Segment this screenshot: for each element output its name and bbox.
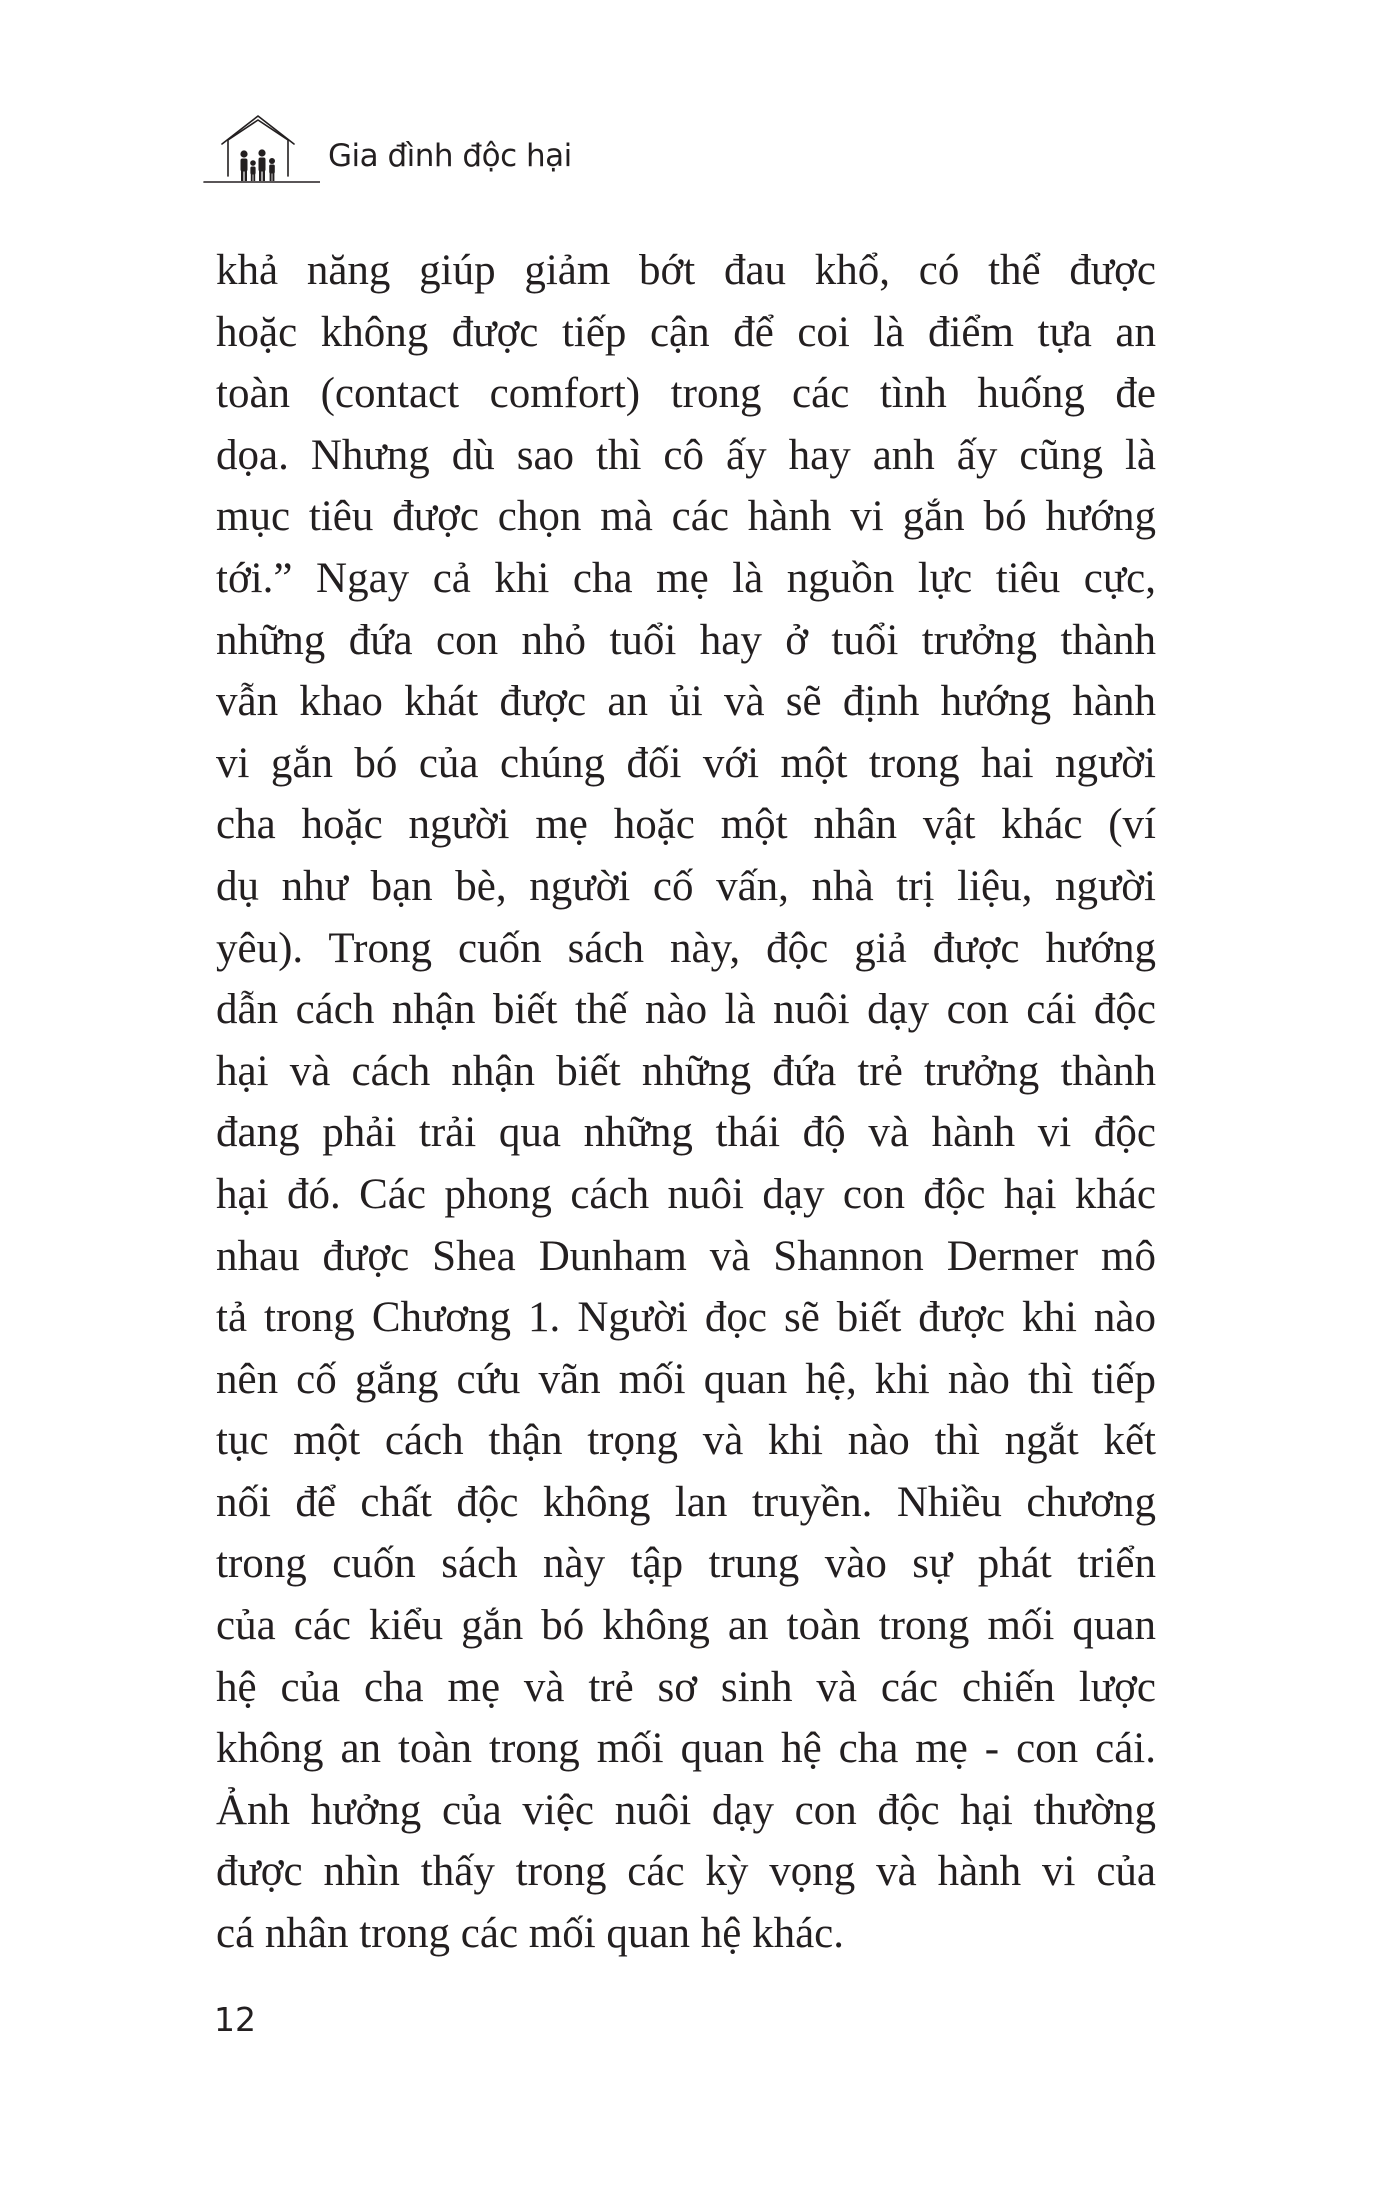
text-line: hoặc không được tiếp cận để coi là điểm tựa an <box>216 308 1156 356</box>
text-line: vẫn khao khát được an ủi và sẽ định hướng hành <box>216 678 1156 726</box>
text-line: được nhìn thấy trong các kỳ vọng và hành vi của <box>216 1848 1156 1896</box>
text-line: khả năng giúp giảm bớt đau khổ, có thể được <box>216 247 1156 294</box>
text-line: của các kiểu gắn bó không an toàn trong mối quan <box>216 1602 1156 1650</box>
text-line: tả trong Chương 1. Người đọc sẽ biết được khi nào <box>216 1294 1156 1342</box>
text-line: hệ của cha mẹ và trẻ sơ sinh và các chiến lược <box>216 1663 1156 1711</box>
text-line: toàn (contact comfort) trong các tình huống đe <box>216 370 1156 418</box>
text-line: Ảnh hưởng của việc nuôi dạy con độc hại thường <box>216 1786 1156 1834</box>
book-title: Gia đình độc hại <box>328 138 572 174</box>
house-family-icon <box>200 110 320 190</box>
text-line: tục một cách thận trọng và khi nào thì ngắt kết <box>216 1417 1156 1465</box>
page-number: 12 <box>214 2000 256 2039</box>
text-line: cha hoặc người mẹ hoặc một nhân vật khác (ví <box>216 801 1156 849</box>
text-line: nhau được Shea Dunham và Shannon Dermer mô <box>216 1232 1156 1280</box>
text-line: dụ như bạn bè, người cố vấn, nhà trị liệu, người <box>216 862 1156 910</box>
text-line: vi gắn bó của chúng đối với một trong hai người <box>216 739 1156 787</box>
text-line: tới.” Ngay cả khi cha mẹ là nguồn lực tiêu cực, <box>216 554 1156 602</box>
text-line: dọa. Nhưng dù sao thì cô ấy hay anh ấy cũng là <box>216 431 1156 479</box>
text-line: hại đó. Các phong cách nuôi dạy con độc hại khác <box>216 1170 1156 1218</box>
text-line: hại và cách nhận biết những đứa trẻ trưởng thành <box>216 1047 1156 1095</box>
text-line: yêu). Trong cuốn sách này, độc giả được hướng <box>216 924 1156 972</box>
text-line: mục tiêu được chọn mà các hành vi gắn bó hướng <box>216 493 1156 541</box>
text-line: nối để chất độc không lan truyền. Nhiều chương <box>216 1478 1156 1526</box>
body-paragraph <box>216 240 1156 1965</box>
text-line: không an toàn trong mối quan hệ cha mẹ - con cái. <box>216 1725 1156 1773</box>
text-line: dẫn cách nhận biết thế nào là nuôi dạy con cái độc <box>216 986 1156 1034</box>
running-header <box>200 110 572 190</box>
text-line: đang phải trải qua những thái độ và hành vi độc <box>216 1109 1156 1157</box>
text-line: trong cuốn sách này tập trung vào sự phát triển <box>216 1540 1156 1588</box>
text-line: cá nhân trong các mối quan hệ khác. <box>216 1910 845 1958</box>
text-line: những đứa con nhỏ tuổi hay ở tuổi trưởng thành <box>216 616 1156 664</box>
text-line: nên cố gắng cứu vãn mối quan hệ, khi nào thì tiếp <box>216 1355 1156 1403</box>
